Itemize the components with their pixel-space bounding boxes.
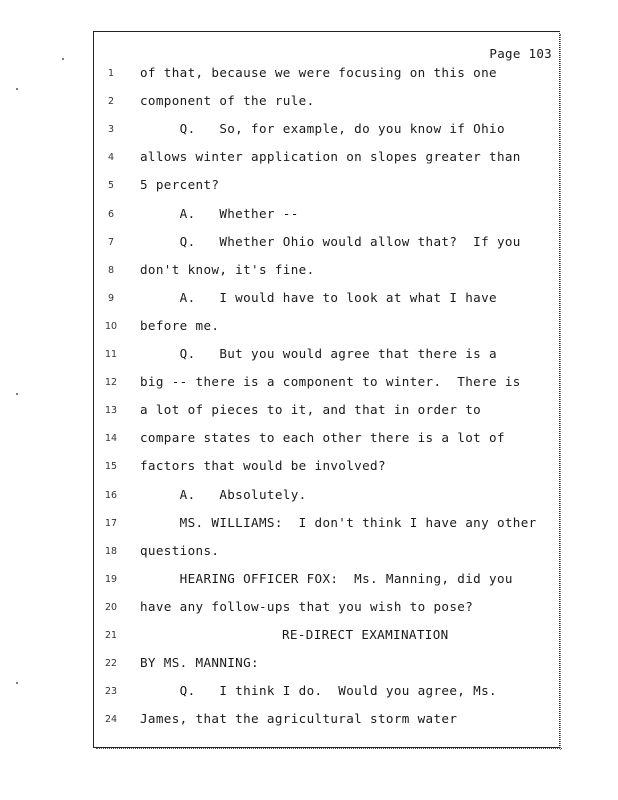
line-number: 2 — [107, 96, 115, 108]
line-number: 24 — [104, 714, 118, 726]
transcript-line — [0, 206, 618, 226]
line-number: 10 — [104, 320, 118, 332]
transcript-line — [0, 683, 618, 703]
line-text: BY MS. MANNING: — [140, 655, 259, 671]
line-number: 1 — [107, 68, 115, 79]
transcript-line — [0, 655, 618, 675]
line-number: 17 — [104, 517, 118, 529]
line-text: allows winter application on slopes greater than — [140, 149, 521, 165]
line-number: 23 — [104, 686, 118, 698]
line-number: 19 — [104, 573, 118, 585]
line-text: Q. Whether Ohio would allow that? If you — [140, 233, 521, 249]
transcript-line — [0, 515, 618, 535]
line-text: questions. — [140, 542, 220, 558]
transcript-line — [0, 234, 618, 254]
transcript-line — [0, 458, 618, 478]
line-number: 20 — [104, 601, 118, 613]
transcript-line — [0, 65, 618, 85]
line-number: 11 — [104, 349, 118, 360]
transcript-line — [0, 121, 618, 141]
line-text: MS. WILLIAMS: I don't think I have any other — [140, 514, 537, 530]
line-number: 4 — [107, 152, 115, 164]
transcript-line — [0, 318, 618, 338]
line-text: don't know, it's fine. — [140, 261, 315, 277]
line-number: 14 — [104, 433, 118, 445]
page-frame-shadow-bottom — [96, 748, 562, 752]
line-number: 22 — [104, 658, 118, 670]
page-number: Page 103 — [489, 46, 552, 61]
line-text: of that, because we were focusing on this one — [140, 65, 497, 80]
line-text: factors that would be involved? — [140, 458, 386, 474]
transcript-line — [0, 374, 618, 394]
transcript-line — [0, 571, 618, 591]
transcript-line — [0, 627, 618, 647]
line-number: 12 — [104, 377, 118, 389]
line-number: 3 — [107, 124, 115, 136]
line-text: big -- there is a component to winter. There is — [140, 374, 521, 390]
line-number: 7 — [107, 236, 115, 248]
transcript-line — [0, 93, 618, 113]
transcript-line — [0, 487, 618, 507]
transcript-line — [0, 711, 618, 731]
transcript-line — [0, 290, 618, 310]
section-heading: RE-DIRECT EXAMINATION — [282, 627, 449, 642]
line-text: Q. So, for example, do you know if Ohio — [140, 121, 505, 137]
line-text: 5 percent? — [140, 177, 220, 193]
line-number: 21 — [104, 630, 118, 641]
line-number: 15 — [104, 461, 118, 473]
line-text: component of the rule. — [140, 93, 315, 109]
line-text: a lot of pieces to it, and that in order to — [140, 402, 482, 418]
scan-speck — [62, 58, 64, 60]
scan-speck — [16, 88, 18, 90]
line-text: Q. But you would agree that there is a — [140, 346, 497, 361]
transcript-line — [0, 430, 618, 450]
line-number: 6 — [107, 208, 115, 220]
line-text: compare states to each other there is a lot of — [140, 430, 505, 446]
line-text: Q. I think I do. Would you agree, Ms. — [140, 683, 497, 699]
line-number: 5 — [107, 180, 115, 192]
line-text: HEARING OFFICER FOX: Ms. Manning, did you — [140, 570, 513, 586]
line-text: A. Whether -- — [140, 205, 299, 221]
line-text: have any follow-ups that you wish to pose? — [140, 598, 474, 614]
transcript-line — [0, 262, 618, 282]
line-text: James, that the agricultural storm water — [140, 711, 458, 727]
line-number: 9 — [107, 292, 115, 304]
transcript-line — [0, 543, 618, 563]
transcript-line — [0, 346, 618, 366]
transcript-line — [0, 599, 618, 619]
transcript-line — [0, 402, 618, 422]
line-number: 13 — [104, 405, 118, 417]
line-number: 16 — [104, 489, 118, 501]
line-number: 8 — [107, 264, 115, 276]
scan-speck — [16, 682, 18, 684]
line-text: A. Absolutely. — [140, 486, 307, 502]
line-text: A. I would have to look at what I have — [140, 289, 497, 305]
transcript-line — [0, 177, 618, 197]
line-text: before me. — [140, 317, 220, 333]
transcript-line — [0, 149, 618, 169]
line-number: 18 — [104, 545, 118, 557]
scan-speck — [16, 393, 18, 395]
